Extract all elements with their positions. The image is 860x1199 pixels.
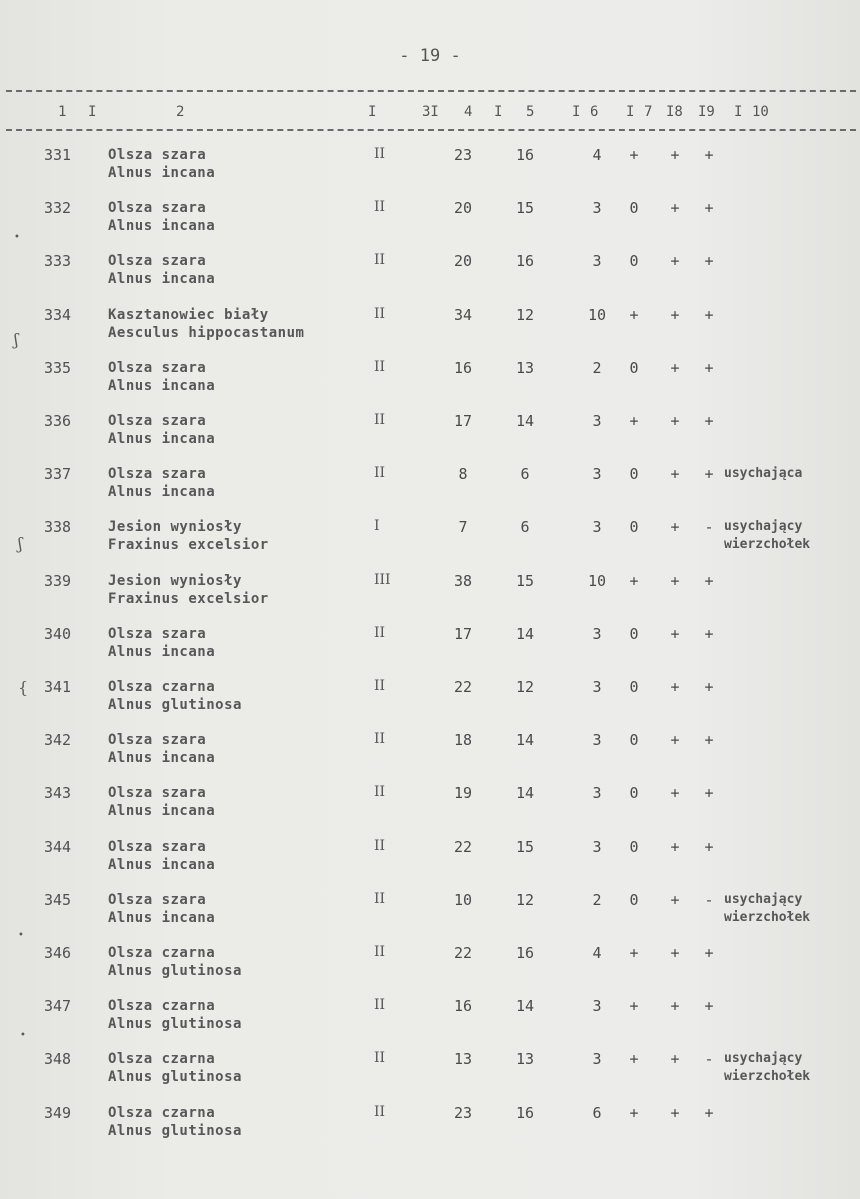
value-col-6: 10 — [587, 305, 607, 324]
value-col-7: + — [629, 997, 639, 1016]
value-col-5: 14 — [515, 731, 535, 750]
species-polish-name: Olsza szara — [108, 359, 207, 376]
species-latin-name: Aesculus hippocastanum — [108, 324, 305, 341]
species-polish-name: Olsza szara — [108, 200, 207, 217]
species-latin-name: Alnus incana — [108, 165, 216, 181]
table-row — [0, 146, 860, 198]
header-separator: I — [494, 104, 503, 120]
margin-dot-mark: • — [18, 930, 24, 941]
species-latin-name: Alnus incana — [108, 431, 216, 447]
species-name — [108, 146, 215, 182]
value-col-9: + — [704, 624, 714, 643]
row-number: 340 — [44, 624, 72, 643]
row-number: 345 — [44, 890, 72, 909]
value-col-6: 10 — [587, 571, 607, 590]
value-col-9: + — [704, 199, 714, 218]
value-col-8: + — [670, 252, 680, 271]
value-col-4: 18 — [453, 731, 473, 750]
species-latin-name: Alnus incana — [108, 750, 216, 767]
species-polish-name: Olsza czarna — [108, 679, 216, 695]
value-col-9: + — [704, 944, 714, 962]
species-polish-name: Olsza szara — [108, 785, 207, 802]
value-col-8: + — [670, 997, 680, 1016]
value-col-8: + — [670, 571, 680, 590]
value-col-8: + — [670, 465, 680, 484]
header-col-5: 5 — [526, 104, 535, 120]
value-col-6: 4 — [592, 146, 602, 164]
value-col-7: 0 — [629, 678, 639, 696]
value-col-4: 34 — [453, 305, 473, 324]
species-latin-name: Alnus incana — [108, 377, 216, 394]
value-col-6: 4 — [592, 944, 602, 962]
quality-class: II — [374, 252, 386, 269]
value-col-7: + — [629, 1103, 639, 1122]
row-number: 331 — [44, 146, 72, 164]
value-col-4: 23 — [453, 1103, 473, 1122]
remark-line: wierzchołek — [724, 1069, 811, 1085]
value-col-8: + — [670, 146, 680, 164]
value-col-5: 14 — [515, 624, 535, 643]
quality-class: II — [374, 784, 386, 801]
value-col-4: 19 — [453, 784, 473, 803]
table-row — [0, 731, 860, 783]
table-row — [0, 359, 860, 411]
value-col-4: 8 — [458, 465, 468, 484]
species-latin-name: Alnus glutinosa — [108, 697, 242, 713]
species-polish-name: Olsza szara — [108, 891, 207, 908]
table-row — [0, 784, 860, 836]
table-row — [0, 199, 860, 251]
value-col-4: 20 — [453, 199, 473, 218]
value-col-4: 22 — [453, 678, 473, 696]
header-col-3: 3I — [422, 104, 439, 120]
remarks — [724, 1050, 810, 1086]
value-col-9: + — [704, 784, 714, 803]
species-name — [108, 784, 215, 820]
quality-class: II — [374, 465, 386, 482]
value-col-4: 10 — [453, 890, 473, 909]
value-col-4: 22 — [453, 944, 473, 962]
species-polish-name: Olsza szara — [108, 413, 207, 429]
table-row — [0, 891, 860, 943]
value-col-9: + — [704, 571, 714, 590]
row-number: 337 — [44, 465, 72, 484]
header-col-4: 4 — [464, 104, 473, 120]
species-name — [108, 678, 242, 714]
value-col-8: + — [670, 1050, 680, 1069]
value-col-5: 14 — [515, 784, 535, 803]
species-polish-name: Olsza szara — [108, 466, 207, 483]
value-col-5: 15 — [515, 199, 535, 218]
value-col-7: 0 — [629, 199, 639, 218]
species-name — [108, 572, 269, 608]
species-polish-name: Olsza szara — [108, 253, 207, 270]
value-col-6: 2 — [592, 358, 602, 377]
header-separator: I — [572, 104, 581, 120]
value-col-9: + — [704, 358, 714, 377]
species-name — [108, 997, 242, 1033]
value-col-5: 16 — [515, 252, 535, 271]
species-name — [108, 625, 215, 661]
value-col-8: + — [670, 358, 680, 377]
value-col-5: 12 — [515, 890, 535, 909]
species-latin-name: Alnus glutinosa — [108, 963, 242, 979]
value-col-8: + — [670, 784, 680, 803]
value-col-9: + — [704, 997, 714, 1016]
header-separator: I — [368, 104, 377, 120]
quality-class: II — [374, 412, 386, 428]
value-col-7: 0 — [629, 890, 639, 909]
value-col-7: 0 — [629, 731, 639, 750]
row-number: 333 — [44, 252, 72, 271]
species-polish-name: Jesion wyniosły — [108, 519, 242, 536]
value-col-4: 17 — [453, 624, 473, 643]
table-row — [0, 625, 860, 677]
species-name — [108, 412, 215, 448]
value-col-6: 3 — [592, 199, 602, 218]
species-latin-name: Fraxinus excelsior — [108, 537, 269, 554]
value-col-7: 0 — [629, 837, 639, 856]
species-latin-name: Alnus incana — [108, 218, 216, 235]
remark-line: usychający — [724, 891, 803, 907]
value-col-7: 0 — [629, 252, 639, 271]
species-name — [108, 199, 215, 235]
value-col-4: 13 — [453, 1050, 473, 1069]
header-col-1: 1 — [58, 104, 67, 120]
species-polish-name: Olsza szara — [108, 625, 207, 642]
value-col-6: 3 — [592, 837, 602, 856]
value-col-9: + — [704, 837, 714, 856]
value-col-5: 6 — [520, 518, 530, 537]
row-number: 336 — [44, 412, 72, 430]
quality-class: II — [374, 305, 386, 322]
value-col-7: + — [629, 571, 639, 590]
species-name — [108, 306, 304, 342]
species-name — [108, 944, 242, 980]
table-row — [0, 412, 860, 464]
header-col-2: 2 — [176, 104, 185, 120]
table-row — [0, 306, 860, 358]
table-row — [0, 1050, 860, 1102]
remark-line: wierzchołek — [724, 537, 811, 553]
value-col-4: 22 — [453, 837, 473, 856]
value-col-7: + — [629, 1050, 639, 1069]
page-number: - 19 - — [399, 46, 461, 66]
row-number: 339 — [44, 571, 72, 590]
quality-class: II — [374, 358, 386, 375]
species-name — [108, 465, 215, 501]
value-col-9: + — [704, 305, 714, 324]
value-col-8: + — [670, 199, 680, 218]
header-col-10: 10 — [752, 104, 769, 120]
value-col-7: + — [629, 944, 639, 962]
table-row — [0, 1104, 860, 1156]
value-col-9: + — [704, 412, 714, 430]
value-col-8: + — [670, 624, 680, 643]
quality-class: II — [374, 199, 386, 216]
species-latin-name: Alnus glutinosa — [108, 1122, 242, 1139]
quality-class: II — [374, 624, 386, 641]
species-polish-name: Olsza szara — [108, 732, 207, 749]
species-polish-name: Olsza czarna — [108, 998, 216, 1015]
table-row — [0, 997, 860, 1049]
quality-class: II — [374, 678, 386, 694]
value-col-8: + — [670, 412, 680, 430]
value-col-8: + — [670, 678, 680, 696]
value-col-7: 0 — [629, 465, 639, 484]
species-name — [108, 1104, 242, 1140]
quality-class: I — [374, 518, 380, 535]
species-polish-name: Jesion wyniosły — [108, 572, 242, 589]
table-row — [0, 465, 860, 517]
value-col-4: 16 — [453, 358, 473, 377]
value-col-5: 12 — [515, 678, 535, 696]
species-name — [108, 252, 215, 288]
species-latin-name: Alnus glutinosa — [108, 1016, 242, 1033]
margin-handwritten-mark: { — [18, 678, 29, 697]
row-number: 343 — [44, 784, 72, 803]
value-col-6: 3 — [592, 412, 602, 430]
quality-class: II — [374, 731, 386, 748]
table-row — [0, 252, 860, 304]
value-col-6: 3 — [592, 1050, 602, 1069]
species-latin-name: Alnus incana — [108, 909, 216, 926]
species-latin-name: Alnus incana — [108, 643, 216, 660]
header-col-9: I9 — [698, 104, 715, 120]
row-number: 346 — [44, 944, 72, 962]
value-col-6: 3 — [592, 624, 602, 643]
value-col-7: 0 — [629, 784, 639, 803]
header-separator: I — [88, 104, 97, 120]
value-col-4: 23 — [453, 146, 473, 164]
quality-class: II — [374, 1103, 386, 1120]
species-name — [108, 1050, 242, 1086]
margin-handwritten-mark: ʃ — [14, 330, 19, 349]
remark-line: usychająca — [724, 466, 803, 482]
species-latin-name: Alnus glutinosa — [108, 1069, 242, 1086]
value-col-5: 16 — [515, 146, 535, 164]
remark-line: usychający — [724, 1051, 803, 1067]
value-col-6: 3 — [592, 465, 602, 484]
species-polish-name: Olsza czarna — [108, 1051, 216, 1068]
value-col-8: + — [670, 305, 680, 324]
value-col-5: 12 — [515, 305, 535, 324]
row-number: 335 — [44, 358, 72, 377]
value-col-9: + — [704, 678, 714, 696]
row-number: 341 — [44, 678, 72, 696]
value-col-5: 6 — [520, 465, 530, 484]
value-col-4: 17 — [453, 412, 473, 430]
value-col-8: + — [670, 890, 680, 909]
species-latin-name: Alnus incana — [108, 484, 216, 501]
value-col-9: + — [704, 252, 714, 271]
value-col-9: + — [704, 1103, 714, 1122]
value-col-9: + — [704, 465, 714, 484]
value-col-6: 3 — [592, 518, 602, 537]
species-polish-name: Olsza czarna — [108, 945, 216, 961]
species-name — [108, 731, 215, 767]
value-col-6: 3 — [592, 731, 602, 750]
value-col-6: 6 — [592, 1103, 602, 1122]
species-name — [108, 891, 215, 927]
header-col-7: 7 — [644, 104, 653, 120]
row-number: 344 — [44, 837, 72, 856]
value-col-9: + — [704, 731, 714, 750]
header-bottom-rule — [6, 129, 856, 131]
species-polish-name: Olsza szara — [108, 838, 207, 855]
value-col-9: - — [704, 890, 714, 909]
species-polish-name: Olsza szara — [108, 147, 207, 163]
header-col-8: I8 — [666, 104, 683, 120]
value-col-7: 0 — [629, 624, 639, 643]
table-row — [0, 838, 860, 890]
species-name — [108, 518, 269, 554]
value-col-5: 14 — [515, 412, 535, 430]
value-col-8: + — [670, 944, 680, 962]
quality-class: II — [374, 146, 386, 162]
quality-class: II — [374, 837, 386, 854]
remarks — [724, 891, 810, 927]
value-col-8: + — [670, 837, 680, 856]
species-latin-name: Fraxinus excelsior — [108, 590, 269, 607]
species-latin-name: Alnus incana — [108, 803, 216, 820]
value-col-5: 14 — [515, 997, 535, 1016]
header-col-6: 6 — [590, 104, 599, 120]
value-col-4: 7 — [458, 518, 468, 537]
value-col-9: + — [704, 146, 714, 164]
value-col-5: 13 — [515, 358, 535, 377]
table-row — [0, 572, 860, 624]
row-number: 347 — [44, 997, 72, 1016]
species-latin-name: Alnus incana — [108, 271, 216, 288]
value-col-6: 3 — [592, 784, 602, 803]
value-col-7: 0 — [629, 358, 639, 377]
row-number: 349 — [44, 1103, 72, 1122]
value-col-5: 15 — [515, 571, 535, 590]
species-polish-name: Kasztanowiec biały — [108, 306, 269, 323]
value-col-6: 3 — [592, 678, 602, 696]
table-row — [0, 678, 860, 730]
quality-class: II — [374, 1050, 386, 1067]
value-col-4: 16 — [453, 997, 473, 1016]
table-row — [0, 944, 860, 996]
row-number: 332 — [44, 199, 72, 218]
margin-dot-mark: • — [20, 1030, 26, 1041]
value-col-8: + — [670, 518, 680, 537]
value-col-5: 15 — [515, 837, 535, 856]
quality-class: II — [374, 890, 386, 907]
quality-class: III — [374, 571, 391, 588]
value-col-6: 2 — [592, 890, 602, 909]
value-col-5: 16 — [515, 944, 535, 962]
remark-line: wierzchołek — [724, 909, 811, 925]
header-top-rule — [6, 90, 856, 92]
value-col-8: + — [670, 731, 680, 750]
value-col-4: 38 — [453, 571, 473, 590]
quality-class: II — [374, 997, 386, 1014]
header-separator: I — [734, 104, 743, 120]
row-number: 334 — [44, 305, 72, 324]
value-col-7: + — [629, 305, 639, 324]
value-col-6: 3 — [592, 997, 602, 1016]
row-number: 348 — [44, 1050, 72, 1069]
remarks — [724, 518, 810, 554]
quality-class: II — [374, 944, 386, 960]
margin-handwritten-mark: ʃ — [18, 534, 23, 553]
value-col-6: 3 — [592, 252, 602, 271]
value-col-9: - — [704, 1050, 714, 1069]
row-number: 342 — [44, 731, 72, 750]
value-col-5: 16 — [515, 1103, 535, 1122]
species-latin-name: Alnus incana — [108, 856, 216, 873]
table-row — [0, 518, 860, 570]
remark-line: usychający — [724, 519, 803, 535]
species-polish-name: Olsza czarna — [108, 1104, 216, 1121]
remarks — [724, 465, 802, 483]
value-col-7: + — [629, 412, 639, 430]
value-col-7: + — [629, 146, 639, 164]
row-number: 338 — [44, 518, 72, 537]
species-name — [108, 359, 215, 395]
margin-dot-mark: • — [14, 232, 20, 243]
value-col-5: 13 — [515, 1050, 535, 1069]
value-col-4: 20 — [453, 252, 473, 271]
value-col-8: + — [670, 1103, 680, 1122]
value-col-7: 0 — [629, 518, 639, 537]
species-name — [108, 838, 215, 874]
value-col-9: - — [704, 518, 714, 537]
header-separator: I — [626, 104, 635, 120]
